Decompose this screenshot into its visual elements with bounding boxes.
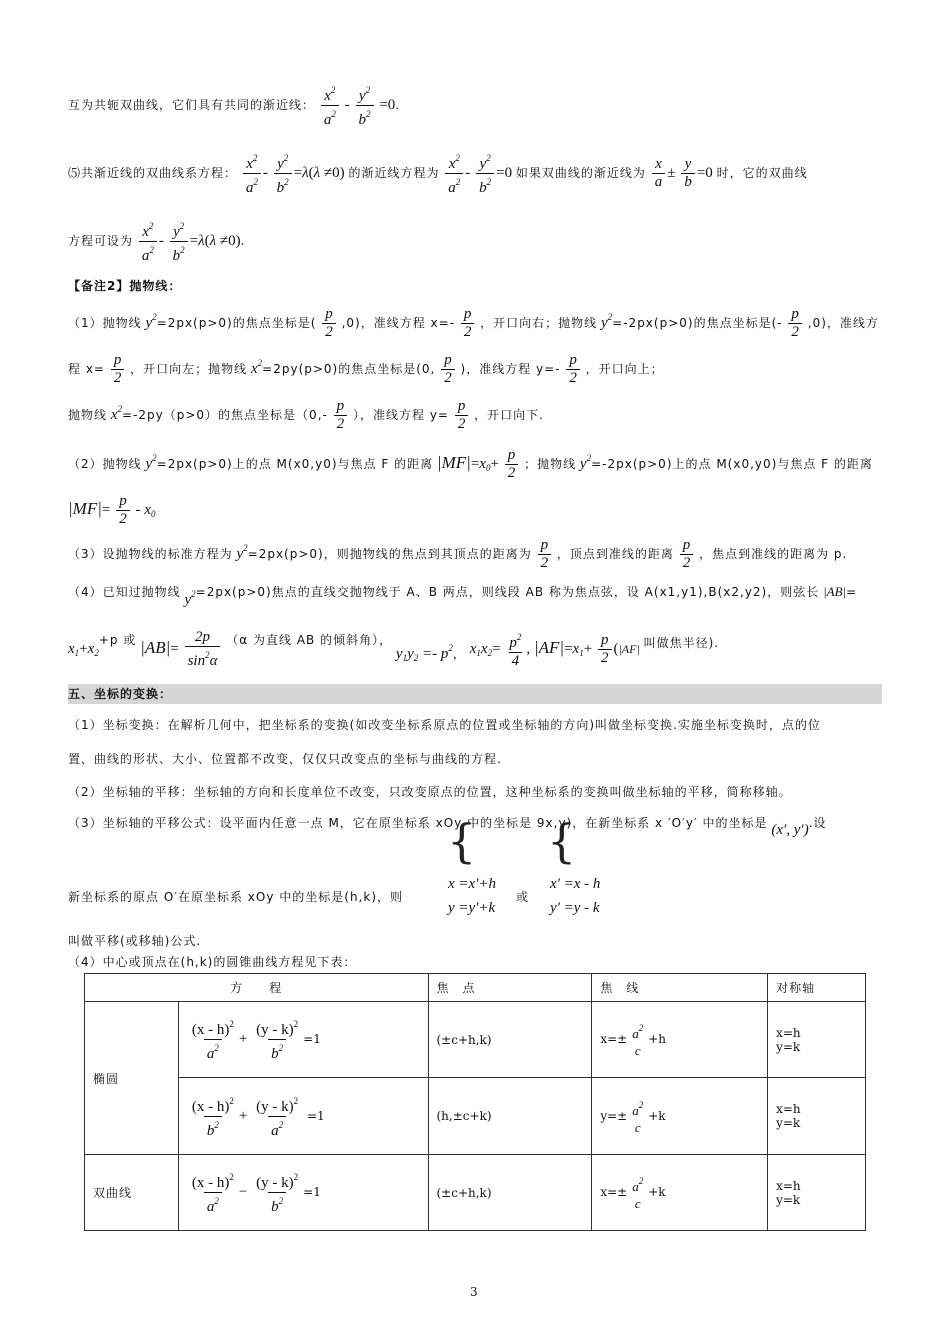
parabola-item-4-line2: $x_1+x_2+p$ 或 |AB|= $\frac{2p}{\sin^2\alpha}$ （α 为直线 AB 的倾斜角）， $y_1y_2 =- p^2$， $x_1x_2=$ $\frac{p^2}{4}$ , $|AF|=x_1+$ $\frac{p}{2}$ (|AF| 叫做焦半径). bbox=[68, 629, 720, 669]
equation-cell: $\frac{(x - h)^2}{a^2}$ + $\frac{(y - k)^2}{b^2}$ =1 bbox=[178, 1002, 428, 1078]
table-row bbox=[85, 1155, 866, 1231]
parabola-item-3: （3）设抛物线的标准方程为 $y^2=2px(p>0)$，则抛物线的焦点到其顶点的距离为 $\frac{p}{2}$ ，顶点到准线的距离 $\frac{p}{2}$ ，焦点到准线的距离为 p. bbox=[68, 537, 848, 571]
equation-cell: $\frac{(x - h)^2}{b^2}$ + $\frac{(y - k)^2}{a^2}$ =1 bbox=[178, 1078, 428, 1155]
parabola-item-2-line2: |MF|= $\frac{p}{2}$ - $x_0$ bbox=[68, 493, 156, 527]
table-header-row bbox=[85, 974, 866, 1002]
hyperbola-label: 双曲线 bbox=[85, 1155, 179, 1231]
text: 互为共轭双曲线，它们具有共同的渐近线： bbox=[68, 98, 316, 112]
fraction: $\frac{y^2}{b^2}$ bbox=[356, 82, 374, 129]
note-2-heading: 【备注2】抛物线： bbox=[68, 279, 182, 293]
symmetry-axis-cell: x=h y=k bbox=[768, 1078, 866, 1155]
equation-setup-line: 方程可设为 $\frac{x^2}{a^2}$ - $\frac{y^2}{b^2}$ =λ(λ ≠0). bbox=[68, 221, 245, 264]
conic-table bbox=[84, 973, 866, 1231]
page-number: 3 bbox=[470, 1285, 478, 1299]
directrix-cell: x=± $a^2$ c +h bbox=[592, 1002, 768, 1078]
coord-transform-1b: 置，曲线的形状、大小、位置都不改变，仅仅只改变点的坐标与曲线的方程. bbox=[68, 752, 502, 766]
focus-cell: (h,±c+k) bbox=[428, 1078, 592, 1155]
formula-x-inverse: x' =x - h bbox=[550, 876, 601, 892]
focus-cell: (±c+h,k) bbox=[428, 1155, 592, 1231]
header-equation: 方 程 bbox=[85, 974, 429, 1002]
directrix-cell: x=± $a^2$ c +k bbox=[592, 1155, 768, 1231]
conjugate-hyperbola-line: 互为共轭双曲线，它们具有共同的渐近线： $\frac{x^2}{a^2}$ - $\frac{y^2}{b^2}$ =0. bbox=[68, 82, 399, 129]
header-directrix: 焦 线 bbox=[592, 974, 768, 1002]
formula-x: x =x'+h bbox=[448, 876, 497, 892]
header-symmetry-axis: 对称轴 bbox=[768, 974, 866, 1002]
parabola-item-4-line1: （4）已知过抛物线 $y^2=2px(p>0)$焦点的直线交抛物线于 A、B 两点，则线段 AB 称为焦点弦，设 A(x1,y1),B(x2,y2)，则弦长 |AB|= bbox=[68, 584, 857, 608]
left-brace: { bbox=[447, 814, 477, 868]
asymptote-family-line: ⑸共渐近线的双曲线系方程： $\frac{x^2}{a^2}$ - $\frac{y^2}{b^2}$ =λ(λ ≠0) 的渐近线方程为 $\frac{x^2}{a^2}$ - $\frac{y^2}{b^2}$ =0 如果双曲线的渐近线为 $\frac{x}{a}$ ± $\frac{y}{b}$ =0 时，它的双曲线 bbox=[68, 153, 808, 196]
parabola-item-1-line1: （1）抛物线 $y^2=2px(p>0)$的焦点坐标是( $\frac{p}{2}$ ,0)，准线方程 x=- $\frac{p}{2}$ ，开口向右；抛物线 $y^2=-2px(p>0)$的焦点坐标是(- $\frac{p}{2}$ ,0)，准线方 bbox=[68, 306, 879, 340]
coord-transform-1a: （1）坐标变换：在解析几何中，把坐标系的变换(如改变坐标系原点的位置或坐标轴的方向)叫做坐标变换.实施坐标变换时，点的位 bbox=[68, 718, 821, 732]
parabola-item-1-line3: 抛物线 $x^2=-2py(p>0)$的焦点坐标是（0,- $\frac{p}{2}$ ），准线方程 y= $\frac{p}{2}$ ，开口向下. bbox=[68, 398, 544, 432]
formula-y: y =y'+k bbox=[448, 900, 496, 916]
table-row bbox=[85, 1002, 866, 1078]
fraction: $\frac{x^2}{a^2}$ bbox=[321, 82, 339, 129]
translation-formula-caption: 叫做平移(或移轴)公式. bbox=[68, 934, 202, 948]
header-focus: 焦 点 bbox=[428, 974, 592, 1002]
formula-y-inverse: y' =y - k bbox=[550, 900, 600, 916]
coord-transform-2: （2）坐标轴的平移：坐标轴的方向和长度单位不改变，只改变原点的位置，这种坐标系的变换叫做坐标轴的平移，简称移轴。 bbox=[68, 785, 792, 799]
or-text: 或 bbox=[516, 890, 530, 904]
translation-formula-line: 新坐标系的原点 O′在原坐标系 xOy 中的坐标是(h,k)，则 bbox=[68, 890, 403, 904]
section-5-heading: 五、坐标的变换： bbox=[68, 687, 173, 701]
table-intro: （4）中心或顶点在(h,k)的圆锥曲线方程见下表： bbox=[68, 955, 357, 969]
coord-transform-3: （3）坐标轴的平移公式：设平面内任意一点 M，它在原坐标系 xOy 中的坐标是 9x,y)，在新坐标系 x ′O′y′ 中的坐标是 (x′, y′).设 bbox=[68, 816, 827, 838]
left-brace: { bbox=[547, 814, 577, 868]
symmetry-axis-cell: x=h y=k bbox=[768, 1155, 866, 1231]
parabola-item-1-line2: 程 x= $\frac{p}{2}$ ，开口向左；抛物线 $x^2=2py(p>0)$的焦点坐标是(0, $\frac{p}{2}$ )，准线方程 y=- $\frac{p}{2}$ ，开口向上； bbox=[68, 352, 664, 386]
ellipse-label: 椭圆 bbox=[85, 1002, 179, 1155]
section-5-bar bbox=[68, 684, 882, 704]
focus-cell: (±c+h,k) bbox=[428, 1002, 592, 1078]
equation-cell: $\frac{(x - h)^2}{a^2}$ − $\frac{(y - k)^2}{b^2}$ =1 bbox=[178, 1155, 428, 1231]
table-row bbox=[85, 1078, 866, 1155]
text: ⑸共渐近线的双曲线系方程： bbox=[68, 166, 238, 180]
parabola-item-2-line1: （2）抛物线 $y^2=2px(p>0)$上的点 M(x0,y0)与焦点 F 的距离 $|MF|=x_0+$ $\frac{p}{2}$ ；抛物线 $y^2=-2px(p>0)$上的点 M(x0,y0)与焦点 F 的距离 bbox=[68, 447, 873, 481]
directrix-cell: y=± $a^2$ c +k bbox=[592, 1078, 768, 1155]
symmetry-axis-cell: x=h y=k bbox=[768, 1002, 866, 1078]
